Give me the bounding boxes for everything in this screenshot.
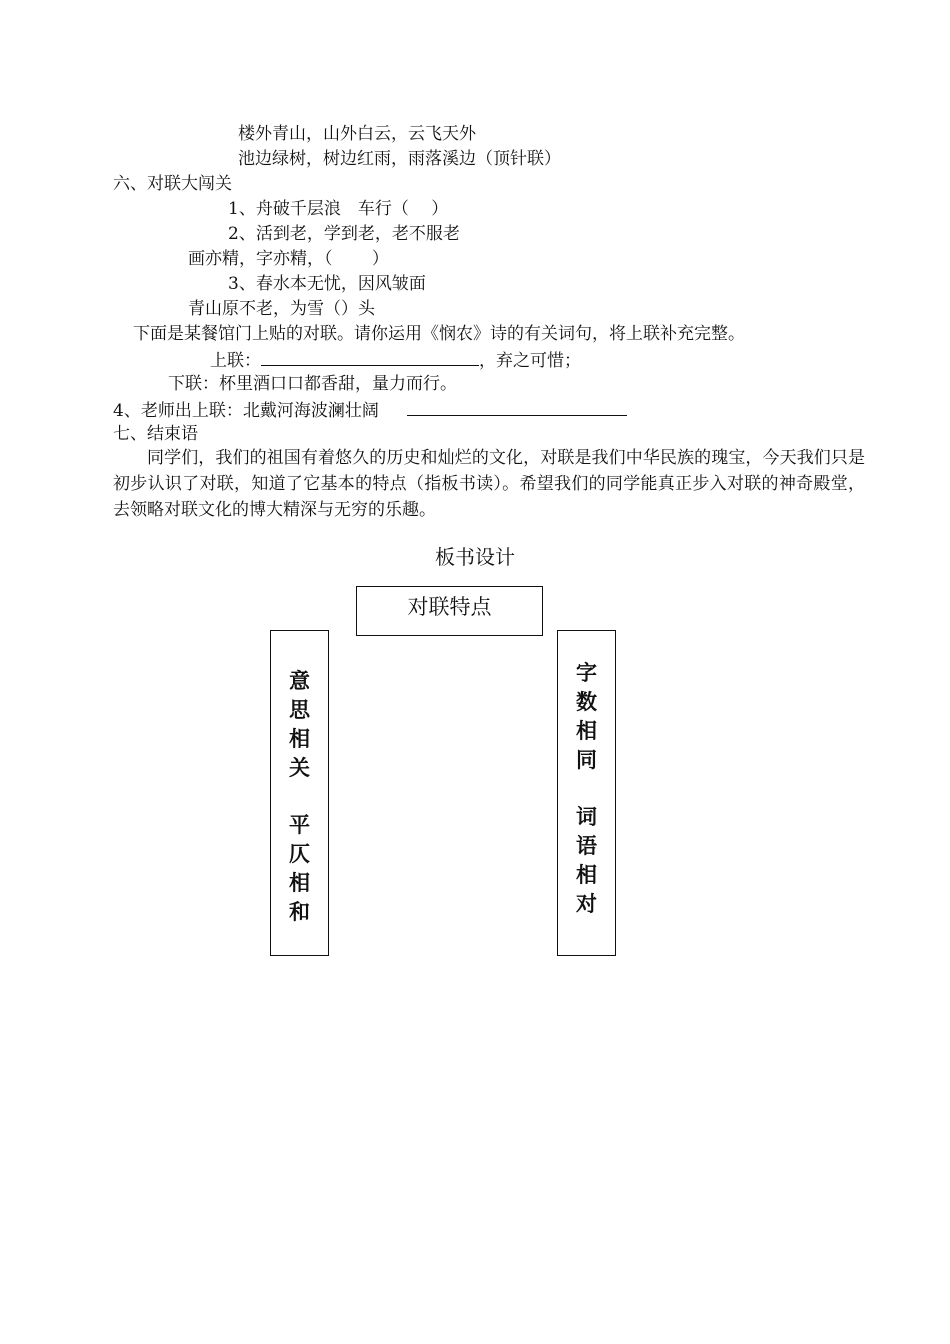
conclusion-paragraph: 同学们，我们的祖国有着悠久的历史和灿烂的文化，对联是我们中华民族的瑰宝，今天我们只是初步认识了对联，知道了它基本的特点（指板书读）。希望我们的同学能真正步入对联的神奇殿堂，去领略对联文化的博大精深与无穷的乐趣。 (113, 448, 865, 520)
upper-couplet-label: 上联： (210, 351, 261, 371)
question-2-lower: 画亦精，字亦精，（ ） (188, 249, 389, 269)
left-col-text-2: 平仄相和 (289, 813, 310, 924)
board-right-box (557, 630, 616, 956)
question-4-line (113, 397, 627, 423)
board-left-box (270, 630, 329, 956)
text-line-1: 楼外青山，山外白云，云飞天外 (238, 124, 476, 144)
board-top-label: 对联特点 (407, 595, 492, 619)
question-1: 1、舟破千层浪 车行（ ） (228, 199, 449, 219)
board-design-title: 板书设计 (435, 545, 515, 569)
question-4-text: 4、老师出上联：北戴河海波澜壮阔 (113, 401, 379, 421)
question-3-lower: 青山原不老，为雪（）头 (188, 299, 375, 319)
text-line-2: 池边绿树，树边红雨，雨落溪边（顶针联） (238, 149, 561, 169)
section-7-heading: 七、结束语 (113, 424, 198, 444)
left-col-text-1: 意思相关 (289, 669, 310, 780)
lower-couplet-line: 下联：杯里酒口口都香甜，量力而行。 (168, 374, 457, 394)
right-col-text-1: 字数相同 (576, 661, 597, 772)
restaurant-intro: 下面是某餐馆门上贴的对联。请你运用《悯农》诗的有关词句，将上联补充完整。 (133, 324, 745, 344)
right-col-text-2: 词语相对 (576, 805, 597, 916)
upper-couplet-blank[interactable] (261, 347, 479, 366)
question-4-blank[interactable] (407, 397, 627, 416)
question-2-upper: 2、活到老，学到老，老不服老 (228, 224, 460, 244)
upper-couplet-tail: ，弃之可惜； (479, 351, 581, 371)
section-6-heading: 六、对联大闯关 (113, 174, 232, 194)
upper-couplet-line (210, 347, 581, 373)
question-3-upper: 3、春水本无忧，因风皱面 (228, 274, 426, 294)
board-top-box (356, 586, 543, 636)
